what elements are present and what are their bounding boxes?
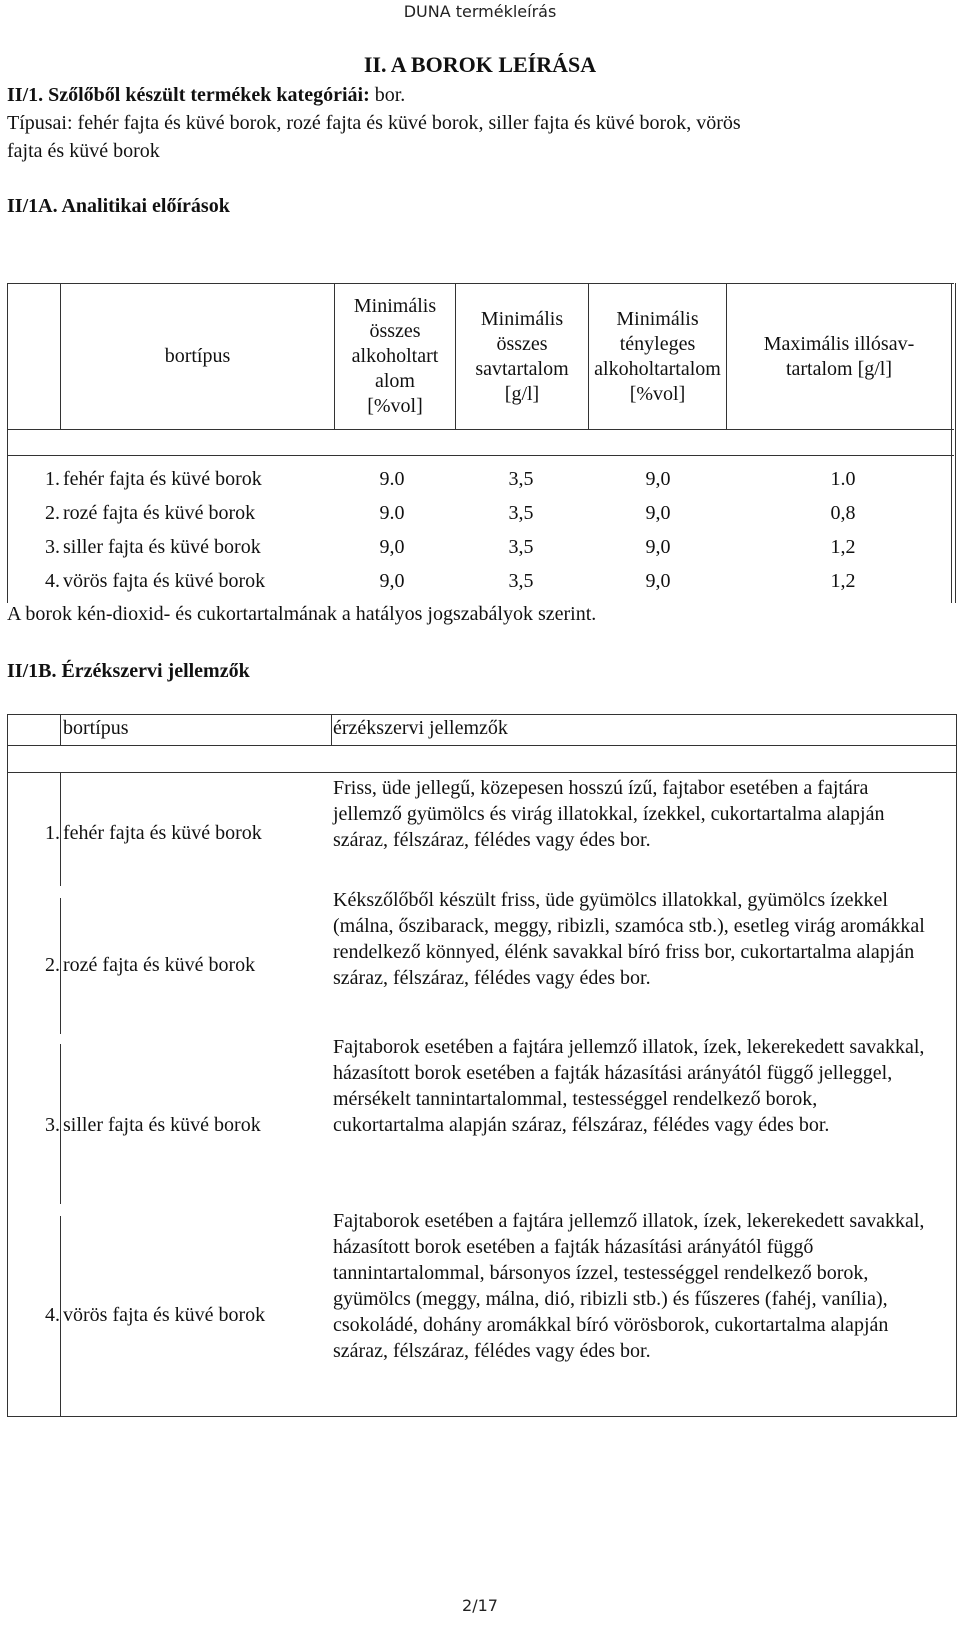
col-header-min-acid: Minimális összes savtartalom [g/l] (475, 307, 569, 405)
col-header-min-actual-alcohol: Minimális tényleges alkoholtartalom [%vol] (594, 307, 721, 405)
col-header-min-alcohol: Minimális összes alkoholtart alom [%vol] (351, 295, 439, 417)
types-line-2: fajta és küvé borok (7, 140, 160, 162)
sensory-description: Fajtaborok esetében a fajtára jellemző illatok, ízek, lekerekedett savakkal, házasított borok esetében a fajták házasítási arányától függő tannintartalommal, bársonyos ízzel, testességgel rendelkező borok, gyümölcs (meggy, málna, dió, ribizli stb.) és fűszeres (fahéj, vanília), csokoládé, dohány aromákkal bíró vörösborok, cukortartalma alapján száraz, félszáraz, félédes vagy édes bor. (333, 1210, 925, 1362)
note-text: A borok kén-dioxid- és cukortartalmának a hatályos jogszabályok szerint. (7, 603, 597, 625)
col-header-bortipus: bortípus (63, 717, 129, 739)
sensory-table: bortípus érzékszervi jellemzők 1. fehér fajta és küvé borok Friss, üde jellegű, közepesen hosszú ízű, fajtabor esetében a fajtára jellemző gyümölcs és virág illatokkal, ízekkel, cukortartalma alapján száraz, félszáraz, félédes vagy édes bor. 2. rozé fajta és küvé borok Kékszőlőből készült friss, üde gyümölcs illatokkal, gyümölcs ízekkel (málna, őszibarack, meggy, ribizli, szamóca stb.), esetleg virág aromákkal rendelkező könnyed, élénk savakkal bíró friss bor, cukortartalma alapján száraz, félszáraz, félédes vagy édes bor. 3. siller fajta és küvé borok Fajtaborok esetében a fajtára jellemző illatok, ízek, lekerekedett savakkal, házasított borok esetében a fajták házasítási arányától függő jelleggel, mérsékelt tannintartalommal, testességgel rendelkező borok, cukortartalma alapján száraz, félszáraz, félédes vagy édes bor. 4. vörös fajta és küvé borok Fajtaborok esetében a fajtára jellemző illatok, ízek, lekerekedett savakkal, házasított borok esetében a fajták házasítási arányától függő tannintartalommal, bársonyos ízzel, testességgel rendelkező borok, gyümölcs (meggy, málna, dió, ribizli stb.) és fűszeres (fahéj, vanília), csokoládé, dohány aromákkal bíró vörösborok, cukortartalma alapján száraz, félszáraz, félédes vagy édes bor. (0, 0, 960, 1430)
category-heading: II/1. Szőlőből készült termékek kategóriái: (7, 84, 370, 106)
sensory-heading: II/1B. Érzékszervi jellemzők (7, 660, 250, 682)
analytic-heading: II/1A. Analitikai előírások (7, 195, 230, 217)
types-line-1: Típusai: fehér fajta és küvé borok, rozé fajta és küvé borok, siller fajta és küvé borok, vörös (7, 112, 741, 134)
section-title: II. A BOROK LEÍRÁSA (363, 52, 597, 77)
category-value: bor. (374, 84, 406, 106)
col-header-max-volatile: Maximális illósav-tartalom [g/l] (763, 332, 915, 380)
table-row: 4. vörös fajta és küvé borok 9,0 3,5 9,0 1,2 (45, 570, 856, 592)
page-header: DUNA termékleírás (403, 2, 557, 21)
table-row: 1. fehér fajta és küvé borok 9.0 3,5 9,0 1.0 (45, 468, 856, 490)
col-header-bortipus: bortípus (164, 345, 231, 367)
sensory-description: Friss, üde jellegű, közepesen hosszú ízű, fajtabor esetében a fajtára jellemző gyümölcs és virág illatokkal, ízekkel, cukortartalma alapján száraz, félszáraz, félédes vagy édes bor. (333, 777, 885, 851)
table-row: 3. siller fajta és küvé borok 9,0 3,5 9,0 1,2 (45, 536, 856, 558)
sensory-description: Fajtaborok esetében a fajtára jellemző illatok, ízek, lekerekedett savakkal, házasított borok esetében a fajták házasítási arányától függő jelleggel, mérsékelt tannintartalommal, testességgel rendelkező borok, cukortartalma alapján száraz, félszáraz, félédes vagy édes bor. (333, 1036, 925, 1136)
table-row: 2. rozé fajta és küvé borok 9.0 3,5 9,0 0,8 (45, 502, 856, 524)
sensory-description: Kékszőlőből készült friss, üde gyümölcs illatokkal, gyümölcs ízekkel (málna, őszibarack, meggy, ribizli, szamóca stb.), esetleg virág aromákkal rendelkező könnyed, élénk savakkal bíró friss bor, cukortartalma alapján száraz, félszáraz, félédes vagy édes bor. (333, 889, 925, 989)
col-header-sensory: érzékszervi jellemzők (333, 717, 508, 739)
page-number: 2/17 (462, 1596, 498, 1615)
